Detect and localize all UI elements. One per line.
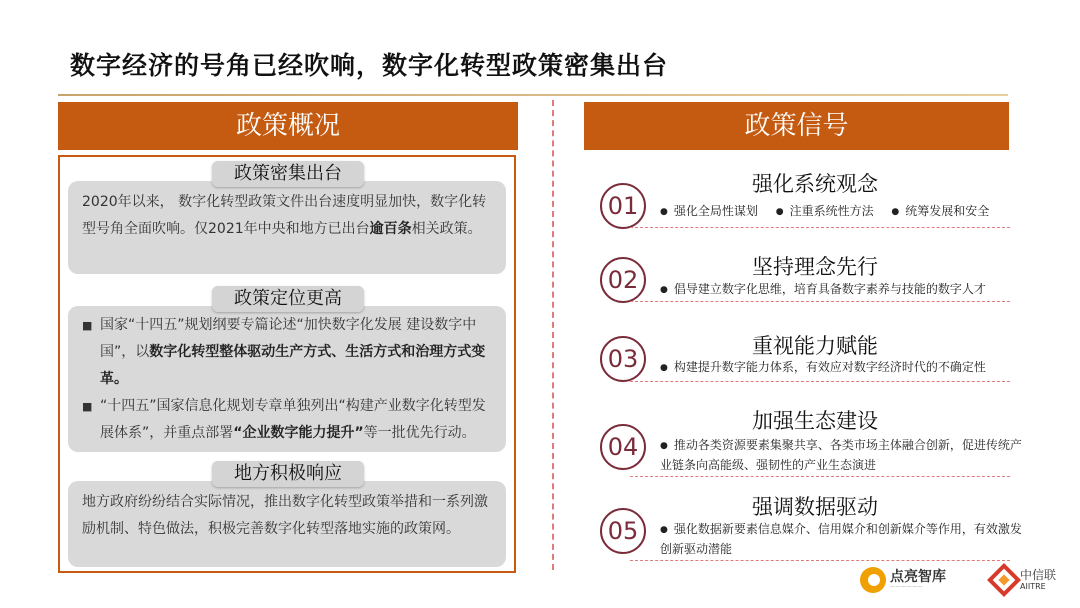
aiitre-logo-subtitle: AIITRE <box>1020 582 1046 591</box>
aiitre-logo-name: 中信联 <box>1020 568 1057 582</box>
aiitre-logo <box>992 565 1056 595</box>
item-title: 强化系统观念 <box>752 172 878 196</box>
item-separator <box>630 227 1010 228</box>
item-title: 加强生态建设 <box>752 409 878 433</box>
list-item <box>82 312 492 393</box>
bullet-dot-icon: ● <box>660 441 668 451</box>
item-point: 倡导建立数字化思维，培育具备数字素养与技能的数字人才 <box>673 282 986 296</box>
title-underline <box>58 94 1008 96</box>
section-text: 2020年以来， 数字化转型政策文件出台速度明显加快，数字化转型号角全面吹响。仅2021年中央和地方已出台 <box>82 194 487 237</box>
item-title: 重视能力赋能 <box>752 334 878 358</box>
section-text: 地方政府纷纷结合实际情况，推出数字化转型政策举措和一系列激励机制、特色做法，积极完善数字化转型落地实施的政策网。 <box>82 494 488 537</box>
item-number-03: 03 <box>600 336 646 382</box>
dianliang-logo-subtitle: —————— <box>890 584 923 590</box>
item-separator <box>630 476 1010 477</box>
item-number-01: 01 <box>600 183 646 229</box>
dianliang-logo-icon <box>860 567 886 593</box>
dianliang-logo-name: 点亮智库 <box>890 569 946 585</box>
bullet-dot-icon: ● <box>660 363 668 373</box>
bullet-text-bold: 数字化转型整体驱动生产方式、生活方式和治理方式变革。 <box>100 344 486 387</box>
section-text: 相关政策。 <box>411 221 482 237</box>
item-number-02: 02 <box>600 257 646 303</box>
bullet-dot-icon: ● <box>660 525 668 535</box>
center-divider <box>552 100 554 570</box>
bullet-dot-icon: ● <box>660 207 668 217</box>
section-label-local-response: 地方积极响应 <box>212 461 364 487</box>
item-separator <box>630 560 1010 561</box>
section-label-policy-intensive: 政策密集出台 <box>212 161 364 187</box>
square-bullet-icon: ■ <box>82 319 93 332</box>
item-point: 强化数据新要素信息媒介、信用媒介和创新媒介等作用，有效激发创新驱动潜能 <box>660 522 1022 556</box>
bullet-dot-icon: ● <box>891 207 900 217</box>
right-header: 政策信号 <box>584 102 1009 150</box>
bullet-dot-icon: ● <box>775 207 784 217</box>
section-box-policy-position <box>68 306 506 452</box>
aiitre-logo-icon <box>987 563 1021 597</box>
square-bullet-icon: ■ <box>82 400 93 413</box>
bullet-text: “十四五”国家信息化规划专章单独列出“构建产业数字化转型发展体系”，并重点部署 <box>100 398 486 441</box>
item-point: 注重系统性方法 <box>789 204 874 218</box>
item-points <box>660 436 1032 475</box>
bullet-text-bold: “企业数字能力提升” <box>233 425 364 441</box>
item-point: 推动各类资源要素集聚共享、各类市场主体融合创新，促进传统产业链条向高能级、强韧性的产业生态演进 <box>660 438 1022 472</box>
bullet-text: 国家“十四五”规划纲要专篇论述“加快数字化发展 建设数字中国”，以 <box>100 317 477 360</box>
dianliang-logo <box>860 565 946 595</box>
item-separator <box>630 301 1010 302</box>
item-number-05: 05 <box>600 508 646 554</box>
list-item <box>82 393 492 447</box>
item-points <box>660 520 1032 559</box>
left-header: 政策概况 <box>58 102 518 150</box>
bullet-dot-icon: ● <box>660 285 668 295</box>
item-title: 坚持理念先行 <box>752 255 878 279</box>
item-point: 统筹发展和安全 <box>905 204 990 218</box>
item-separator <box>630 381 1010 382</box>
item-point: 强化全局性谋划 <box>673 204 758 218</box>
item-number-04: 04 <box>600 424 646 470</box>
item-title: 强调数据驱动 <box>752 495 878 519</box>
item-points <box>660 358 1030 378</box>
item-point: 构建提升数字能力体系，有效应对数字经济时代的不确定性 <box>673 360 986 374</box>
section-text-bold: 逾百条 <box>369 221 412 237</box>
section-box-local-response <box>68 481 506 567</box>
section-label-policy-position: 政策定位更高 <box>212 286 364 312</box>
item-points <box>660 202 1040 222</box>
section-box-policy-intensive <box>68 181 506 274</box>
item-points <box>660 280 1030 300</box>
page-title: 数字经济的号角已经吹响，数字化转型政策密集出台 <box>70 51 669 80</box>
bullet-text: 等一批优先行动。 <box>363 425 476 441</box>
